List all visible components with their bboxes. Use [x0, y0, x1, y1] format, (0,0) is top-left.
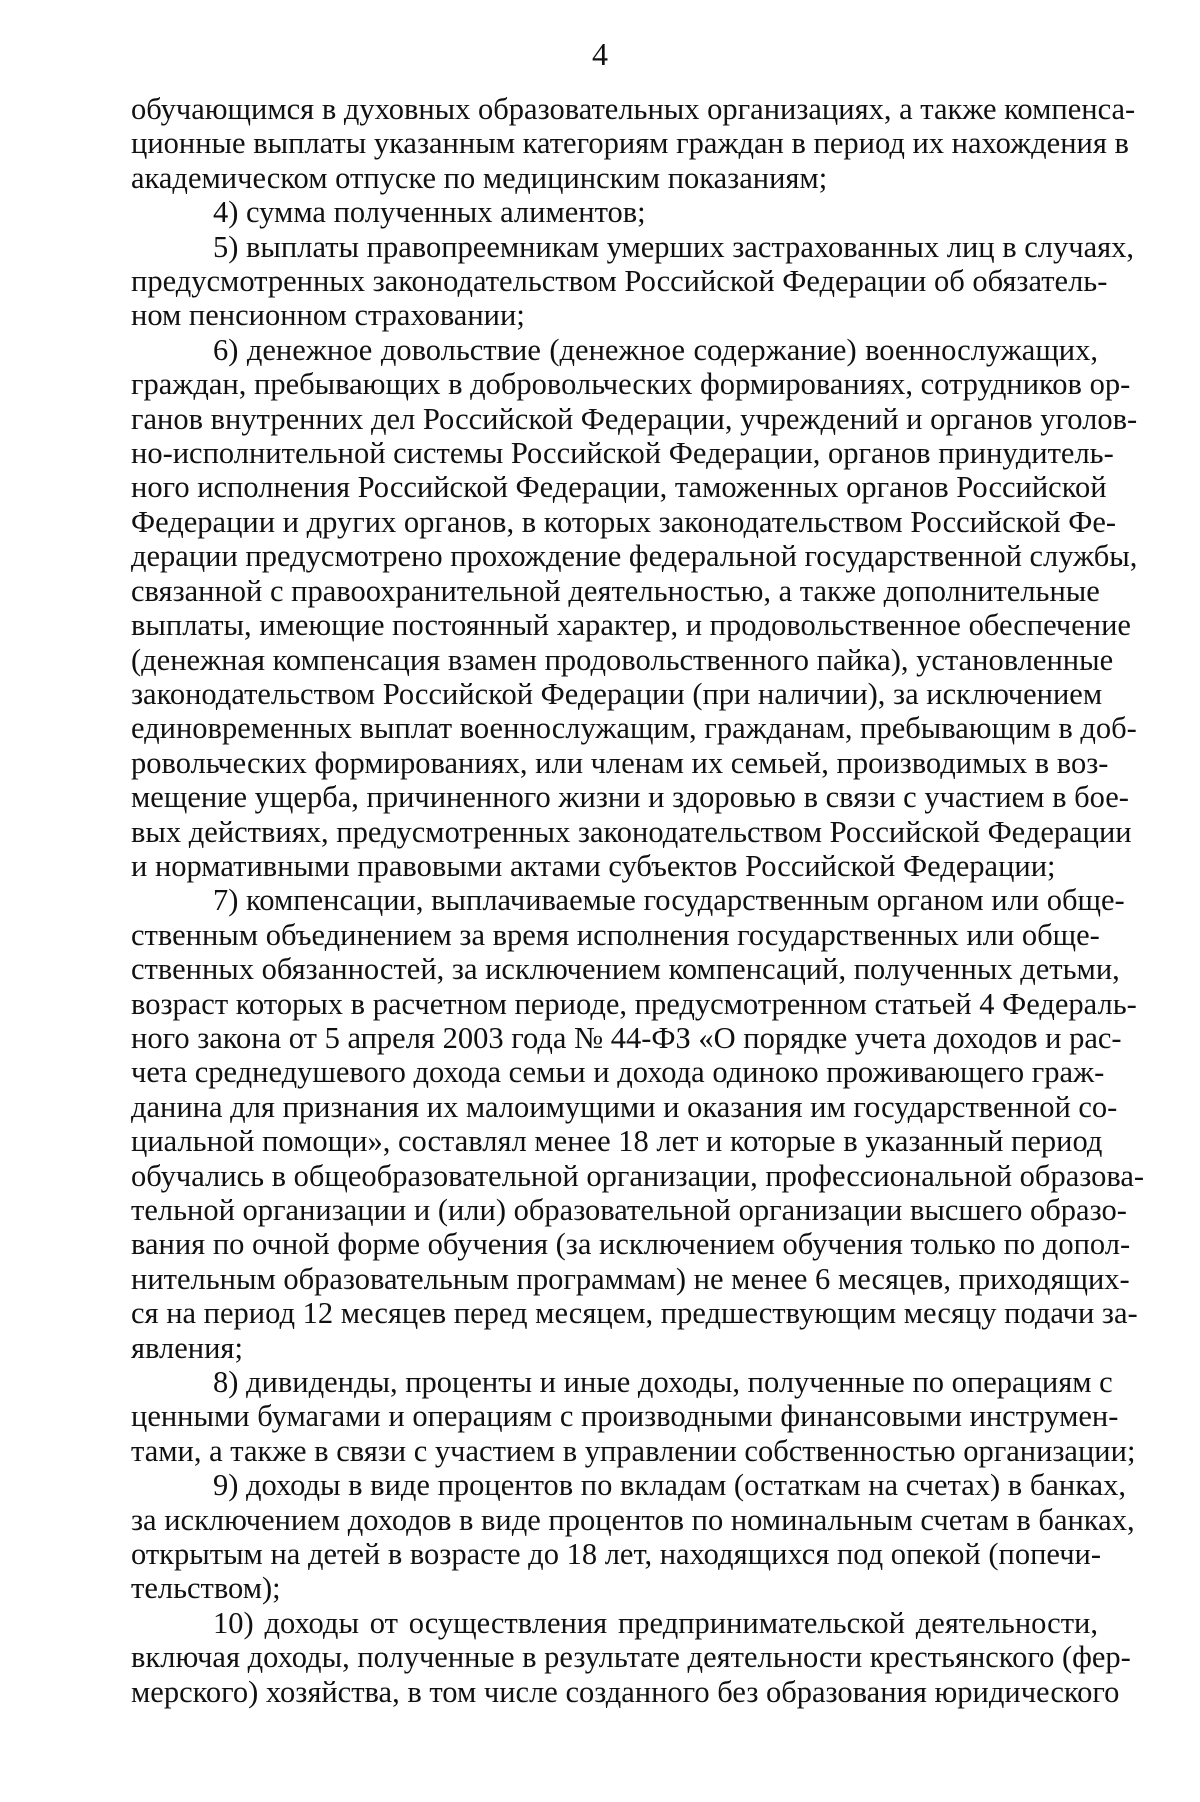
text-line: академическом отпуске по медицинским показаниям;	[131, 160, 828, 195]
text-line: тами, а также в связи с участием в управлении собственностью организации;	[131, 1433, 1136, 1468]
text-line: предусмотренных законодательством Российской Федерации об обязатель-	[131, 264, 1108, 299]
text-line: мерского) хозяйства, в том числе созданного без образования юридического	[131, 1674, 1120, 1709]
text-line: граждан, пребывающих в добровольческих формированиях, сотрудников ор-	[131, 367, 1131, 402]
paragraph	[131, 883, 1145, 1365]
text-line: единовременных выплат военнослужащим, гражданам, пребывающим в доб-	[131, 711, 1137, 746]
text-line: ционные выплаты указанным категориям граждан в период их нахождения в	[131, 126, 1129, 161]
text-line: циальной помощи», составлял менее 18 лет и которые в указанный период	[131, 1124, 1103, 1159]
paragraph	[131, 229, 1135, 333]
text-line: мещение ущерба, причиненного жизни и здоровью в связи с участием в бое-	[131, 780, 1129, 815]
text-line: дерации предусмотрено прохождение федеральной государственной службы,	[131, 539, 1138, 574]
text-line: 6) денежное довольствие (денежное содержание) военнослужащих,	[213, 332, 1098, 367]
text-line: включая доходы, полученные в результате деятельности крестьянского (фер-	[131, 1640, 1131, 1675]
text-line: законодательством Российской Федерации (при наличии), за исключением	[131, 676, 1103, 711]
text-line: 9) доходы в виде процентов по вкладам (остаткам на счетах) в банках,	[213, 1468, 1126, 1503]
text-line: за исключением доходов в виде процентов по номинальным счетам в банках,	[131, 1502, 1135, 1537]
text-line: тельной организации и (или) образовательной организации высшего образо-	[131, 1193, 1127, 1227]
paragraph-continuation	[131, 92, 1136, 195]
text-line: Федерации и других органов, в которых законодательством Российской Фе-	[131, 504, 1117, 539]
text-line: ного закона от 5 апреля 2003 года № 44-ФЗ «О порядке учета доходов и рас-	[131, 1020, 1122, 1055]
text-line: данина для признания их малоимущими и оказания им государственной со-	[131, 1089, 1118, 1124]
text-line: 5) выплаты правопреемникам умерших застрахованных лиц в случаях,	[213, 229, 1135, 264]
text-line: чета среднедушевого дохода семьи и дохода одиноко проживающего граж-	[131, 1055, 1105, 1090]
text-line: 10) доходы от осуществления предпринимательской деятельности,	[213, 1605, 1098, 1640]
text-line: ганов внутренних дел Российской Федерации, учреждений и органов уголов-	[131, 401, 1138, 436]
text-line: 8) дивиденды, проценты и иные доходы, полученные по операциям с	[213, 1365, 1113, 1400]
text-line: но-исполнительной системы Российской Федерации, органов принудитель-	[131, 436, 1114, 471]
text-line: ственных обязанностей, за исключением компенсаций, полученных детьми,	[131, 952, 1120, 987]
text-line: ровольческих формированиях, или членам их семьей, производимых в воз-	[131, 745, 1109, 780]
text-line: ценными бумагами и операциям с производными финансовыми инструмен-	[131, 1399, 1119, 1434]
text-line: и нормативными правовыми актами субъектов Российской Федерации;	[131, 848, 1056, 883]
text-line: ном пенсионном страховании;	[131, 298, 525, 333]
text-line: 4) сумма полученных алиментов;	[213, 195, 646, 230]
paragraph	[131, 1605, 1131, 1709]
text-line: открытым на детей в возрасте до 18 лет, находящихся под опекой (попечи-	[131, 1537, 1102, 1572]
text-line: 7) компенсации, выплачиваемые государственным органом или обще-	[213, 883, 1125, 918]
text-line: вания по очной форме обучения (за исключением обучения только по допол-	[131, 1227, 1131, 1262]
paragraph	[131, 1365, 1136, 1468]
text-line: обучались в общеобразовательной организации, профессиональной образова-	[131, 1158, 1145, 1193]
text-line: ся на период 12 месяцев перед месяцем, предшествующим месяцу подачи за-	[131, 1296, 1138, 1331]
paragraph	[131, 195, 1098, 229]
text-line: связанной с правоохранительной деятельностью, а также дополнительные	[131, 573, 1100, 608]
text-line: обучающимся в духовных образовательных организациях, а также компенса-	[131, 92, 1136, 126]
paragraph	[131, 332, 1138, 884]
text-line: тельством);	[131, 1571, 281, 1606]
document-body	[131, 92, 1145, 1709]
text-line: ного исполнения Российской Федерации, таможенных органов Российской	[131, 470, 1107, 505]
text-line: нительным образовательным программам) не менее 6 месяцев, приходящих-	[131, 1261, 1130, 1296]
text-line: выплаты, имеющие постоянный характер, и продовольственное обеспечение	[131, 608, 1131, 643]
text-line: (денежная компенсация взамен продовольственного пайка), установленные	[131, 642, 1114, 677]
text-line: явления;	[131, 1330, 243, 1365]
text-line: возраст которых в расчетном периоде, предусмотренном статьей 4 Федераль-	[131, 986, 1137, 1021]
text-line: ственным объединением за время исполнения государственных или обще-	[131, 917, 1100, 952]
text-line: вых действиях, предусмотренных законодательством Российской Федерации	[131, 814, 1132, 849]
paragraph	[131, 1468, 1135, 1606]
page-number: 4	[592, 36, 608, 72]
